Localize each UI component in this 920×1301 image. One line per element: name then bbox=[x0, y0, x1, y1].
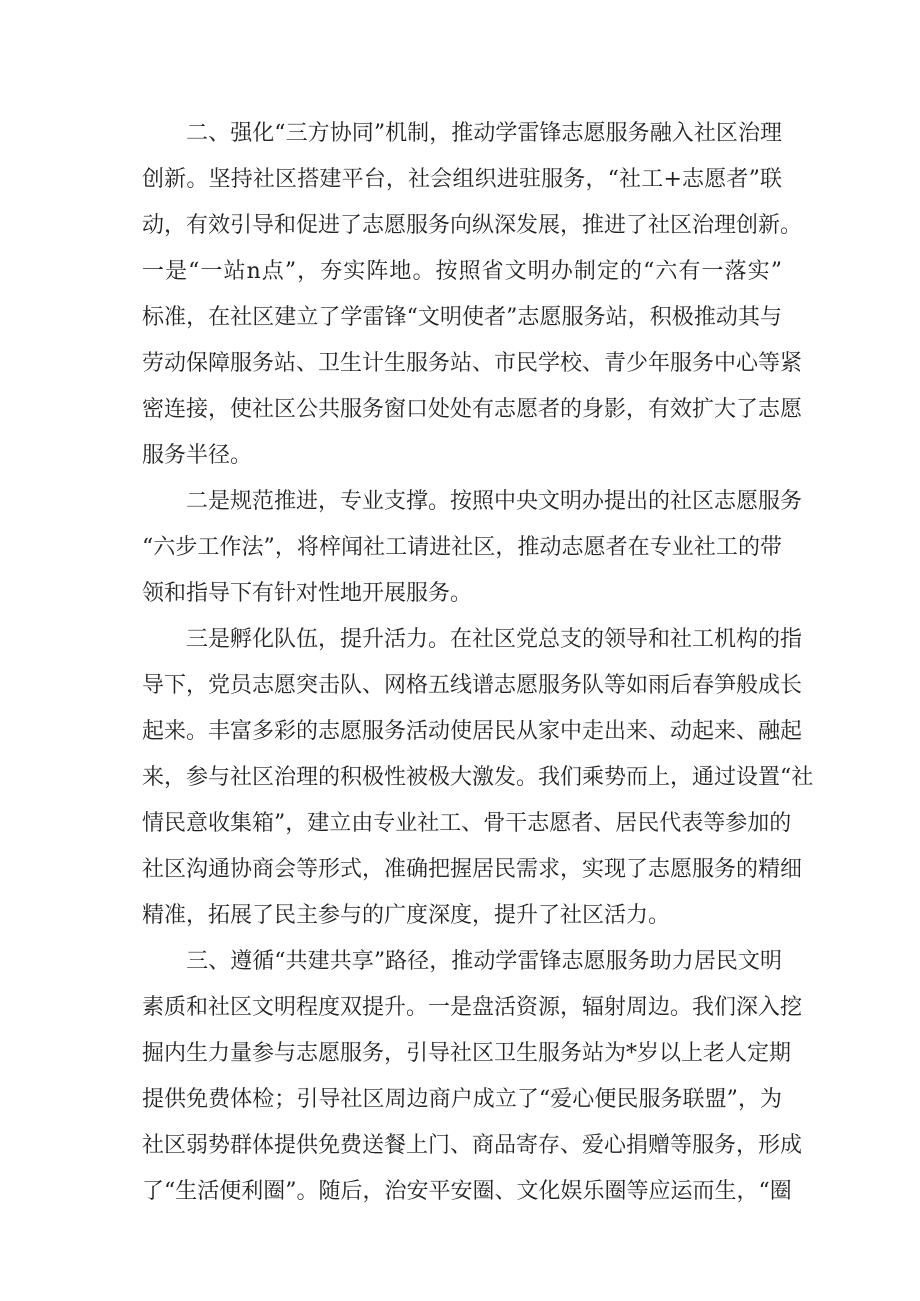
paragraph-2 bbox=[142, 479, 803, 617]
text-line: 了“生活便利圈”。随后，治安平安圈、文化娱乐圈等应运而生，“圈 bbox=[142, 1179, 792, 1204]
text-line: 二是规范推进，专业支撑。按照中央文明办提出的社区志愿服务 bbox=[142, 489, 803, 514]
text-line: 标准，在社区建立了学雷锋“文明使者”志愿服务站，积极推动其与 bbox=[142, 305, 782, 330]
text-line: 服务半径。 bbox=[142, 443, 253, 468]
text-line: 领和指导下有针对性地开展服务。 bbox=[142, 581, 473, 606]
text-line: 三、遵循“共建共享”路径，推动学雷锋志愿服务助力居民文明 bbox=[142, 949, 782, 974]
text-line: 情民意收集箱”，建立由专业社工、骨干志愿者、居民代表等参加的 bbox=[142, 811, 792, 836]
text-line: “六步工作法”，将梓闻社工请进社区，推动志愿者在专业社工的带 bbox=[142, 535, 782, 560]
text-line: 提供免费体检；引导社区周边商户成立了“爱心便民服务联盟”，为 bbox=[142, 1087, 782, 1112]
text-line: 一是“一站n点”，夯实阵地。按照省文明办制定的“六有一落实” bbox=[142, 259, 782, 284]
text-line: 劳动保障服务站、卫生计生服务站、市民学校、青少年服务中心等紧 bbox=[142, 351, 803, 376]
text-line: 动，有效引导和促进了志愿服务向纵深发展，推进了社区治理创新。 bbox=[142, 213, 803, 238]
text-line: 导下，党员志愿突击队、网格五线谱志愿服务队等如雨后春笋般成长 bbox=[142, 673, 803, 698]
paragraph-4 bbox=[142, 939, 803, 1215]
paragraph-1 bbox=[142, 111, 803, 479]
text-line: 精准，拓展了民主参与的广度深度，提升了社区活力。 bbox=[142, 903, 671, 928]
text-line: 起来。丰富多彩的志愿服务活动使居民从家中走出来、动起来、融起 bbox=[142, 719, 803, 744]
text-line: 二、强化“三方协同”机制，推动学雷锋志愿服务融入社区治理 bbox=[142, 121, 782, 146]
document-body bbox=[142, 111, 814, 1215]
text-line: 掘内生力量参与志愿服务，引导社区卫生服务站为*岁以上老人定期 bbox=[142, 1041, 792, 1066]
text-line: 素质和社区文明程度双提升。一是盘活资源，辐射周边。我们深入挖 bbox=[142, 995, 803, 1020]
text-line: 三是孵化队伍，提升活力。在社区党总支的领导和社工机构的指 bbox=[142, 627, 803, 652]
text-line: 社区弱势群体提供免费送餐上门、商品寄存、爱心捐赠等服务，形成 bbox=[142, 1133, 803, 1158]
text-line: 密连接，使社区公共服务窗口处处有志愿者的身影，有效扩大了志愿 bbox=[142, 397, 803, 422]
text-line: 社区沟通协商会等形式，准确把握居民需求，实现了志愿服务的精细 bbox=[142, 857, 803, 882]
text-line: 来，参与社区治理的积极性被极大激发。我们乘势而上，通过设置“社 bbox=[142, 765, 814, 790]
text-line: 创新。坚持社区搭建平台，社会组织进驻服务，“社工+志愿者”联 bbox=[142, 167, 782, 192]
paragraph-3 bbox=[142, 617, 814, 939]
